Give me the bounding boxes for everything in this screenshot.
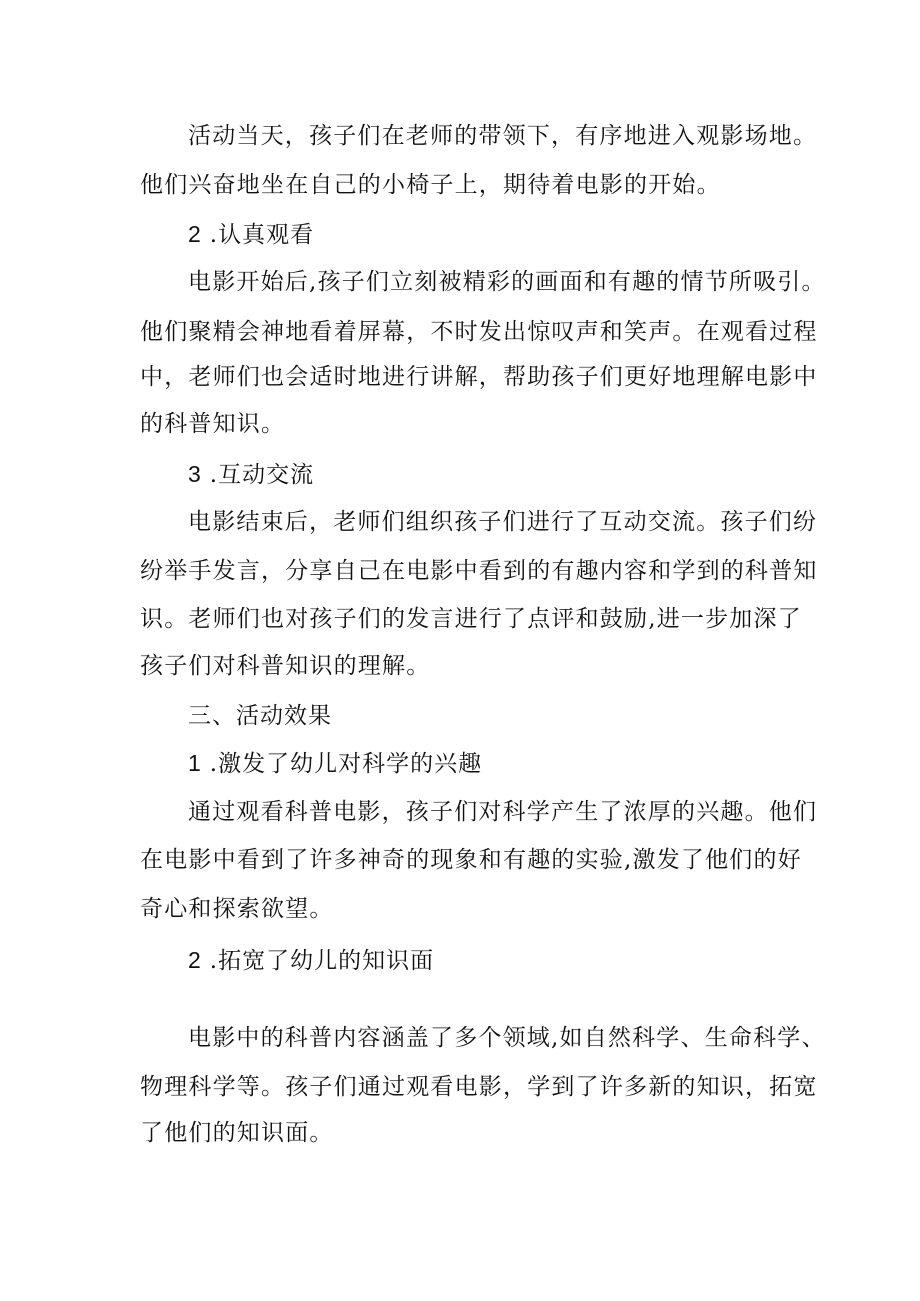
heading-number: 1	[188, 750, 202, 776]
paragraph-line: 他们聚精会神地看着屏幕，不时发出惊叹声和笑声。在观看过程	[140, 319, 818, 345]
heading-text: .互动交流	[209, 462, 315, 488]
heading-number: 2	[188, 947, 202, 973]
heading-number: 2	[188, 221, 202, 247]
section-heading: 三、活动效果	[188, 703, 332, 729]
paragraph-line: 奇心和探索欲望。	[140, 896, 334, 922]
heading-number: 3	[188, 461, 202, 487]
paragraph-line: 通过观看科普电影，孩子们对科学产生了浓厚的兴趣。他们	[188, 799, 818, 825]
paragraph-line: 电影开始后,孩子们立刻被精彩的画面和有趣的情节所吸引。	[188, 269, 826, 295]
paragraph-line: 他们兴奋地坐在自己的小椅子上，期待着电影的开始。	[140, 172, 721, 198]
section-heading	[188, 219, 800, 250]
paragraph-line: 电影中的科普内容涵盖了多个领域,如自然科学、生命科学、	[188, 1025, 826, 1051]
paragraph-line: 活动当天，孩子们在老师的带领下，有序地进入观影场地。	[188, 123, 818, 149]
heading-text: .认真观看	[209, 222, 315, 248]
paragraph-line: 了他们的知识面。	[140, 1120, 334, 1146]
paragraph-line: 中，老师们也会适时地进行讲解，帮助孩子们更好地理解电影中	[140, 364, 818, 390]
paragraph-line: 电影结束后，老师们组织孩子们进行了互动交流。孩子们纷	[188, 509, 818, 535]
paragraph-line: 纷举手发言，分享自己在电影中看到的有趣内容和学到的科普知	[140, 558, 818, 584]
heading-text: .激发了幼儿对科学的兴趣	[209, 751, 483, 777]
paragraph-line: 物理科学等。孩子们通过观看电影，学到了许多新的知识，拓宽	[140, 1074, 818, 1100]
subsection-heading	[188, 945, 800, 976]
paragraph-line: 的科普知识。	[140, 411, 286, 437]
heading-text: .拓宽了幼儿的知识面	[209, 948, 435, 974]
paragraph-line: 在电影中看到了许多神奇的现象和有趣的实验,激发了他们的好	[140, 847, 802, 873]
subsection-heading	[188, 748, 800, 779]
section-heading	[188, 459, 800, 490]
paragraph-line: 识。老师们也对孩子们的发言进行了点评和鼓励,进一步加深了	[140, 606, 802, 632]
paragraph-line: 孩子们对科普知识的理解。	[140, 653, 431, 679]
